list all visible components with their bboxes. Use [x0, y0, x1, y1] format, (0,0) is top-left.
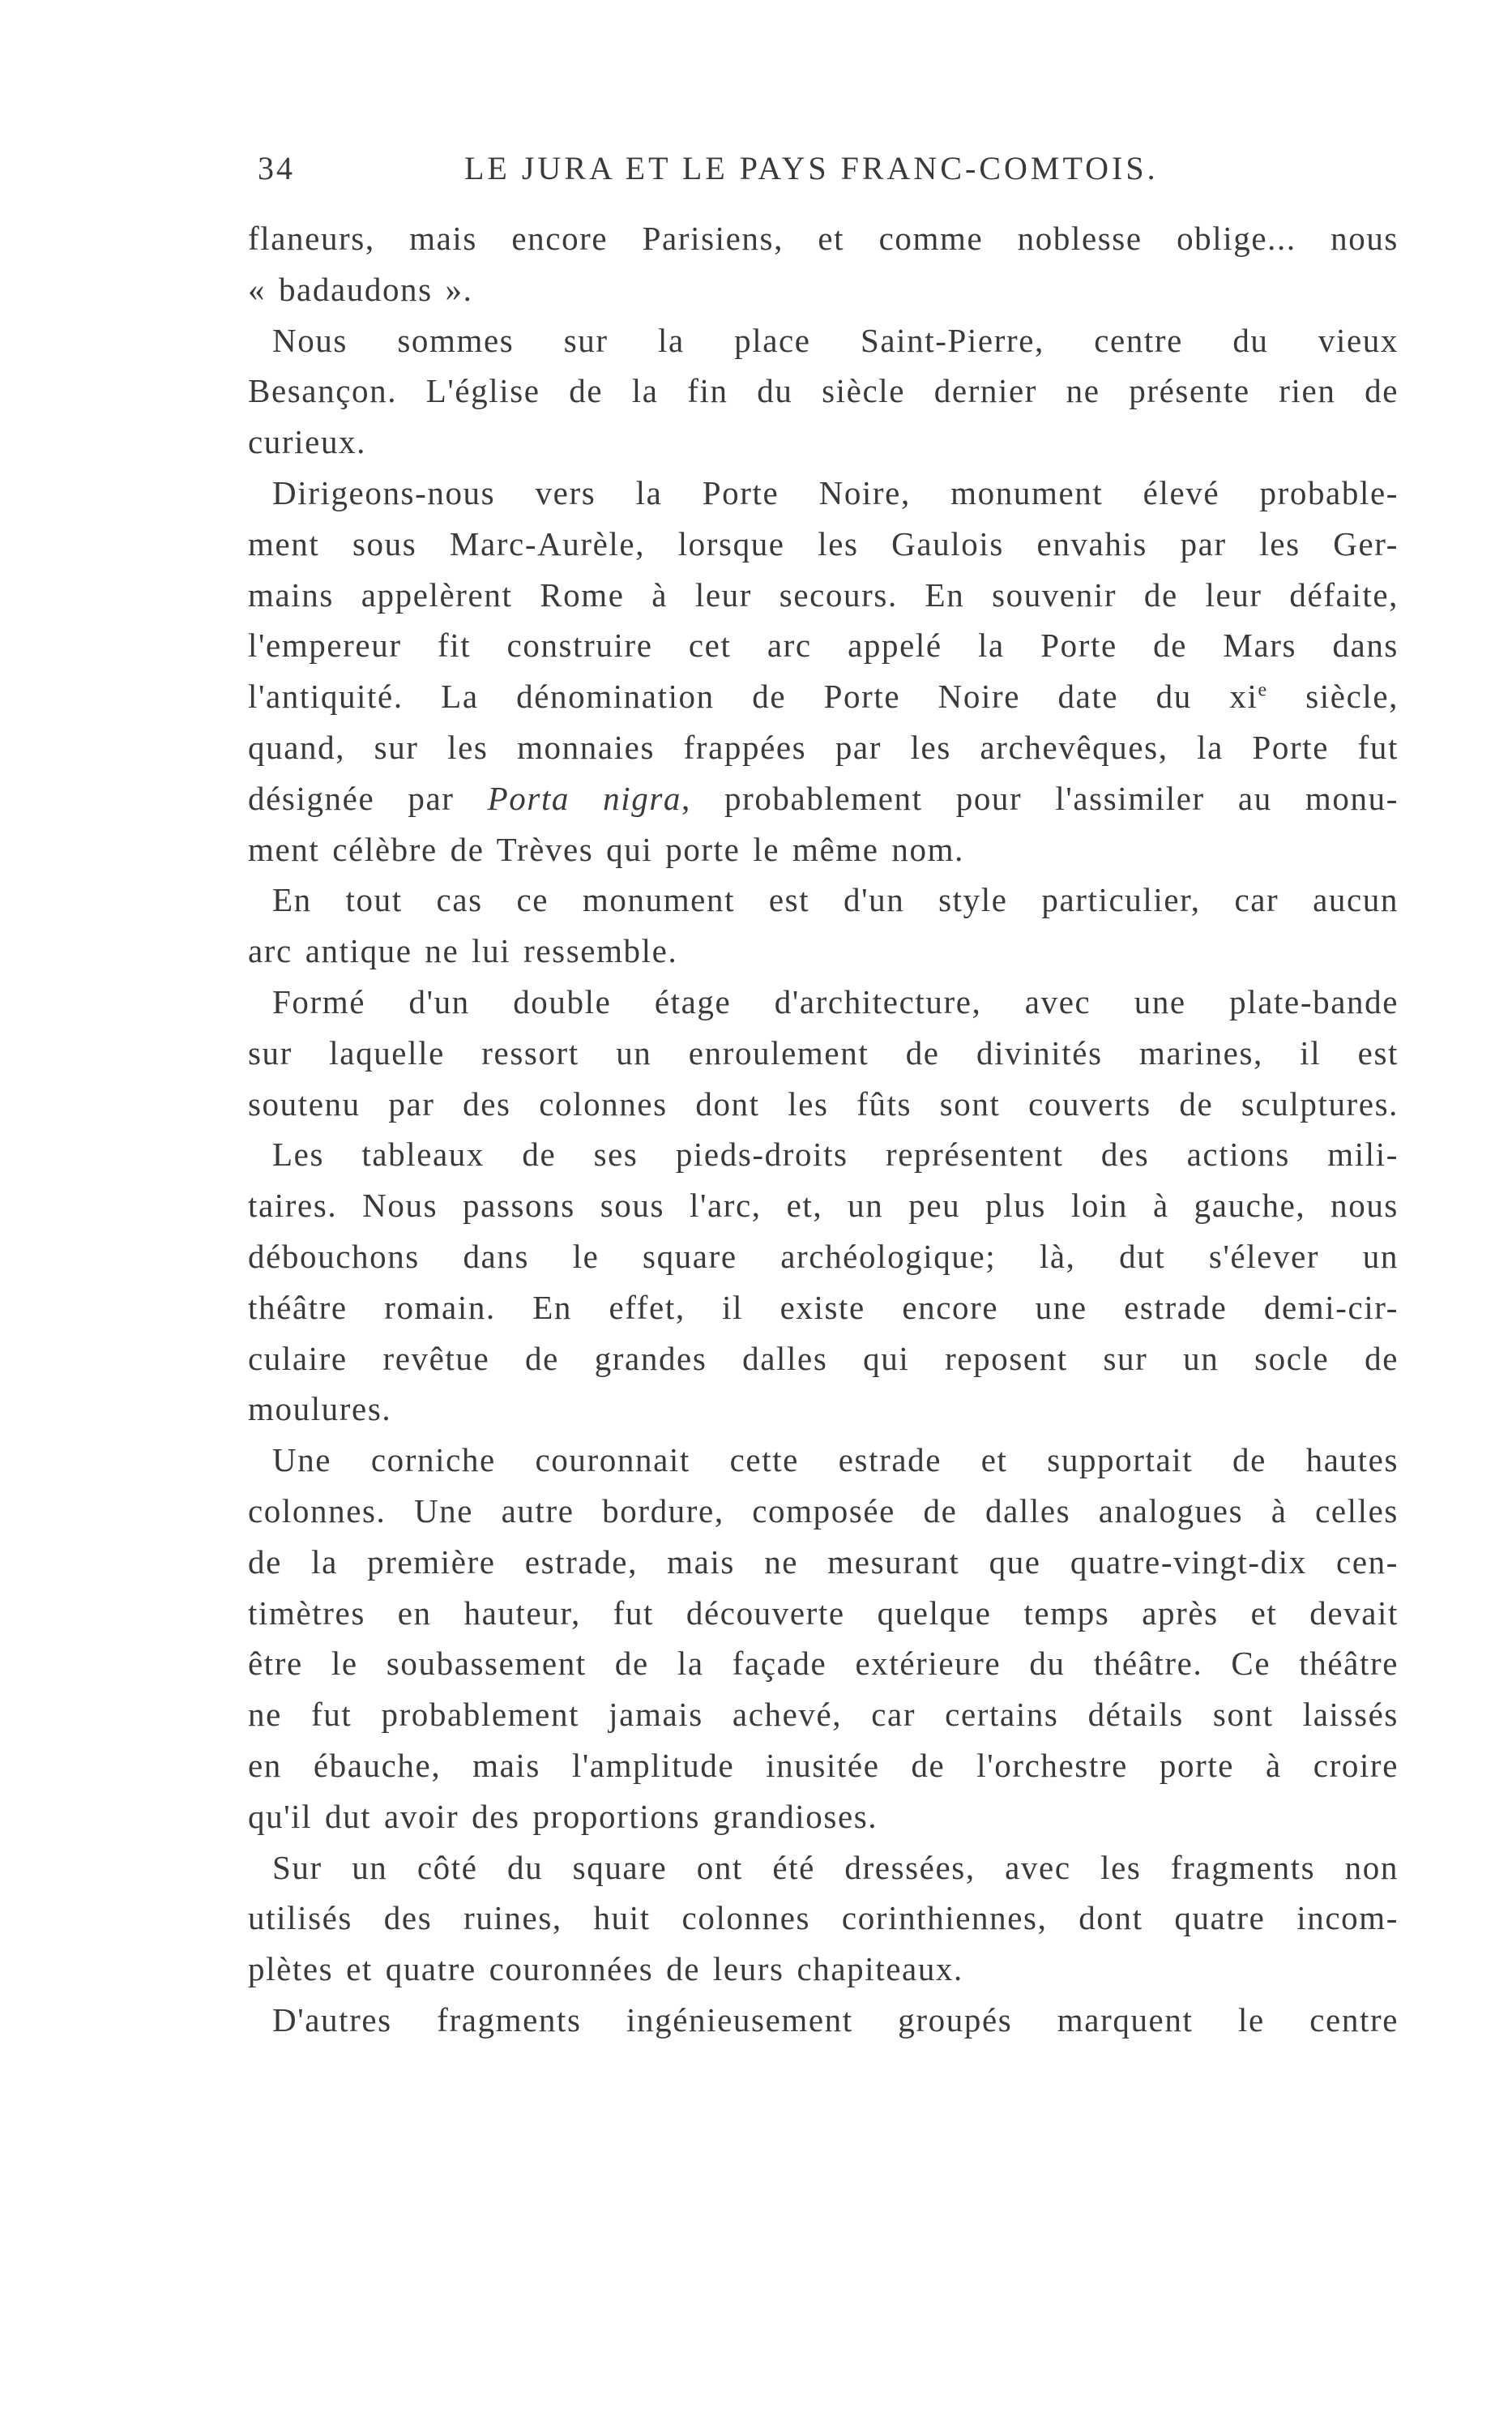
text-segment: siècle,: [1305, 678, 1399, 716]
text-line: Besançon. L'église de la fin du siècle dernier ne présente rien de: [248, 372, 1399, 410]
italic-term: Porta nigra: [487, 779, 681, 817]
text-line: théâtre romain. En effet, il existe encore une estrade demi-cir-: [248, 1288, 1399, 1326]
text-line: Sur un côté du square ont été dressées, avec les fragments non: [272, 1848, 1399, 1886]
text-line: de la première estrade, mais ne mesurant que quatre-vingt-dix cen-: [248, 1542, 1399, 1581]
text-line: D'autres fragments ingénieusement groupés marquent le centre: [272, 2000, 1399, 2039]
text-line: timètres en hauteur, fut découverte quelque temps après et devait: [248, 1594, 1399, 1632]
text-line: utilisés des ruines, huit colonnes corinthiennes, dont quatre incom-: [248, 1899, 1399, 1937]
text-line: [248, 773, 1399, 824]
page-number: 34: [258, 150, 295, 186]
text-line: flaneurs, mais encore Parisiens, et comme noblesse oblige... nous: [248, 220, 1399, 257]
text-line: qu'il dut avoir des proportions grandioses.: [248, 1797, 878, 1835]
text-line: en ébauche, mais l'amplitude inusitée de l'orchestre porte à croire: [248, 1746, 1399, 1784]
text-line: soutenu par des colonnes dont les fûts sont couverts de sculptures.: [248, 1085, 1399, 1123]
century-superscript: e: [1258, 679, 1268, 701]
century-numeral: xi: [1229, 678, 1258, 716]
text-line: Une corniche couronnait cette estrade et supportait de hautes: [272, 1441, 1399, 1479]
text-line: quand, sur les monnaies frappées par les archevêques, la Porte fut: [248, 728, 1399, 766]
body-text: [248, 213, 1399, 2046]
text-line: Nous sommes sur la place Saint-Pierre, centre du vieux: [272, 321, 1399, 359]
text-line: curieux.: [248, 423, 366, 461]
text-line: ment célèbre de Trèves qui porte le même nom.: [248, 830, 964, 868]
text-line: plètes et quatre couronnées de leurs chapiteaux.: [248, 1950, 963, 1988]
text-line: En tout cas ce monument est d'un style particulier, car aucun: [272, 881, 1399, 919]
text-line: colonnes. Une autre bordure, composée de dalles analogues à celles: [248, 1491, 1399, 1529]
page-header: [258, 144, 1376, 193]
running-title: LE JURA ET LE PAYS FRANC-COMTOIS.: [464, 150, 1159, 186]
text-line: mains appelèrent Rome à leur secours. En souvenir de leur défaite,: [248, 575, 1399, 614]
text-line: sur laquelle ressort un enroulement de divinités marines, il est: [248, 1033, 1399, 1072]
text-line: ne fut probablement jamais achevé, car certains détails sont laissés: [248, 1696, 1399, 1734]
text-line: ment sous Marc-Aurèle, lorsque les Gaulois envahis par les Ger-: [248, 524, 1399, 563]
text-line: Dirigeons-nous vers la Porte Noire, monument élevé probable-: [272, 473, 1399, 511]
text-segment: l'antiquité. La dénomination de Porte Noire date du: [248, 678, 1192, 716]
text-line: être le soubassement de la façade extérieure du théâtre. Ce théâtre: [248, 1645, 1399, 1683]
text-line: moulures.: [248, 1390, 392, 1428]
text-line: débouchons dans le square archéologique; là, dut s'élever un: [248, 1237, 1399, 1275]
text-segment: désignée par: [248, 779, 455, 817]
text-line: Formé d'un double étage d'architecture, avec une plate-bande: [272, 982, 1399, 1020]
text-line: [248, 671, 1399, 722]
text-line: « badaudons ».: [248, 270, 473, 308]
text-line: culaire revêtue de grandes dalles qui reposent sur un socle de: [248, 1339, 1399, 1377]
text-segment: , probablement pour l'assimiler au monu-: [681, 779, 1399, 817]
text-line: l'empereur fit construire cet arc appelé la Porte de Mars dans: [248, 627, 1399, 665]
text-line: arc antique ne lui ressemble.: [248, 932, 678, 970]
text-line: Les tableaux de ses pieds-droits représentent des actions mili-: [272, 1136, 1399, 1174]
text-line: taires. Nous passons sous l'arc, et, un peu plus loin à gauche, nous: [248, 1187, 1399, 1225]
